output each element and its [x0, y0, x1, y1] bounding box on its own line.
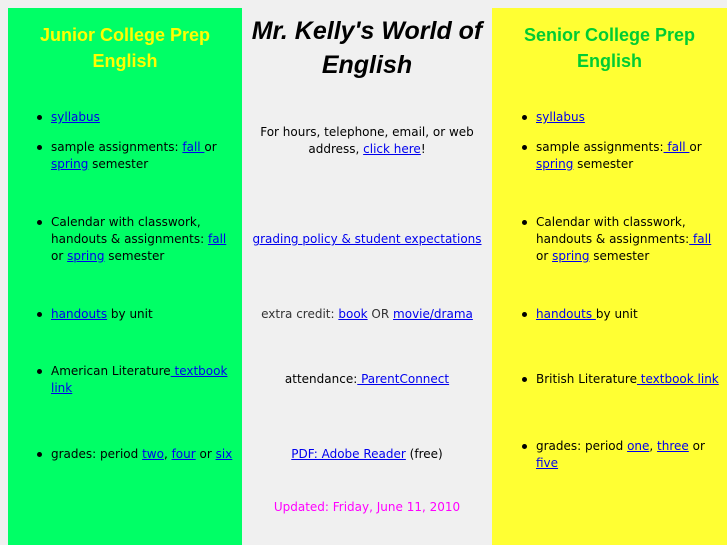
contact-text: For hours, telephone, email, or web address,	[260, 125, 474, 156]
senior-sample-fall-link[interactable]: fall	[663, 140, 690, 154]
junior-calendar-label: Calendar with classwork, handouts & assignments:	[51, 215, 208, 246]
junior-calendar-semester: semester	[104, 249, 165, 263]
senior-textbook-link[interactable]: textbook link	[636, 372, 719, 386]
grading-policy	[242, 231, 492, 248]
junior-calendar-fall-link[interactable]: fall	[207, 232, 227, 246]
pdf-free-label: (free)	[405, 447, 443, 461]
senior-calendar-label: Calendar with classwork, handouts & assignments:	[536, 215, 690, 246]
junior-syllabus-link[interactable]: syllabus	[51, 110, 100, 124]
extra-credit-or: OR	[367, 307, 394, 321]
junior-grades-period-six-link[interactable]: six	[215, 447, 233, 461]
senior-literature-label: British Literature	[536, 372, 637, 386]
extra-credit-label: extra credit:	[261, 307, 339, 321]
senior-handouts-suffix: by unit	[595, 307, 638, 321]
junior-sample-spring-link[interactable]: spring	[51, 157, 89, 171]
junior-title: Junior College Prep English	[39, 25, 211, 71]
pdf-reader	[242, 446, 492, 463]
senior-sample-or: or	[689, 140, 702, 154]
junior-grades-sep1: ,	[163, 447, 172, 461]
junior-grades-period-two-link[interactable]: two	[142, 447, 164, 461]
senior-calendar-fall-link[interactable]: fall	[689, 232, 712, 246]
extra-credit-book-link[interactable]: book	[338, 307, 368, 321]
senior-syllabus-item	[536, 109, 721, 126]
senior-grades-period-five-link[interactable]: five	[536, 456, 559, 470]
senior-handouts-link[interactable]: handouts	[536, 307, 596, 321]
page-title: Mr. Kelly's World of English	[251, 17, 483, 79]
junior-handouts-suffix: by unit	[107, 307, 153, 321]
senior-grades-sep2: or	[688, 439, 705, 453]
senior-literature-item	[536, 371, 721, 388]
adobe-reader-link[interactable]: PDF: Adobe Reader	[291, 447, 406, 461]
junior-handouts-link[interactable]: handouts	[51, 307, 108, 321]
contact-click-here-link[interactable]: click here	[363, 142, 421, 156]
junior-textbook-link[interactable]: textbook link	[51, 364, 228, 395]
senior-calendar-or: or	[536, 249, 553, 263]
junior-sample-fall-link[interactable]: fall	[182, 140, 205, 154]
senior-column	[492, 8, 727, 545]
main-column	[242, 8, 492, 545]
junior-grades-period-four-link[interactable]: four	[171, 447, 196, 461]
senior-sample-spring-link[interactable]: spring	[536, 157, 574, 171]
senior-calendar-semester: semester	[589, 249, 650, 263]
senior-grades-sep1: ,	[649, 439, 658, 453]
senior-syllabus-link[interactable]: syllabus	[536, 110, 585, 124]
junior-column	[8, 8, 242, 545]
senior-calendar-spring-link[interactable]: spring	[552, 249, 590, 263]
senior-sample-label: sample assignments:	[536, 140, 664, 154]
junior-literature-label: American Literature	[51, 364, 171, 378]
attendance	[242, 371, 492, 388]
junior-sample-item	[51, 139, 236, 173]
senior-sample-semester: semester	[573, 157, 634, 171]
contact-info	[242, 124, 492, 158]
senior-grades-period-one-link[interactable]: one	[627, 439, 650, 453]
junior-calendar-item	[51, 214, 236, 265]
extra-credit-movie-link[interactable]: movie/drama	[393, 307, 473, 321]
junior-sample-label: sample assignments:	[51, 140, 183, 154]
junior-sample-or: or	[204, 140, 217, 154]
contact-end: !	[420, 142, 426, 156]
junior-grades-item	[51, 446, 236, 463]
attendance-label: attendance:	[284, 372, 358, 386]
senior-grades-period-three-link[interactable]: three	[657, 439, 689, 453]
parentconnect-link[interactable]: ParentConnect	[357, 372, 450, 386]
junior-syllabus-item	[51, 109, 236, 126]
junior-sample-semester: semester	[88, 157, 149, 171]
junior-grades-label: grades: period	[51, 447, 143, 461]
senior-grades-item	[536, 438, 721, 472]
junior-literature-item	[51, 363, 236, 397]
senior-calendar-item	[536, 214, 721, 265]
senior-title: Senior College Prep English	[523, 25, 696, 71]
senior-handouts-item	[536, 306, 721, 323]
junior-calendar-spring-link[interactable]: spring	[67, 249, 105, 263]
junior-calendar-or: or	[51, 249, 64, 263]
updated-date: Updated: Friday, June 11, 2010	[273, 500, 461, 514]
junior-handouts-item	[51, 306, 236, 323]
senior-sample-item	[536, 139, 721, 173]
senior-grades-label: grades: period	[536, 439, 628, 453]
extra-credit	[242, 306, 492, 323]
junior-grades-sep2: or	[195, 447, 216, 461]
grading-policy-link[interactable]: grading policy & student expectations	[252, 232, 482, 246]
